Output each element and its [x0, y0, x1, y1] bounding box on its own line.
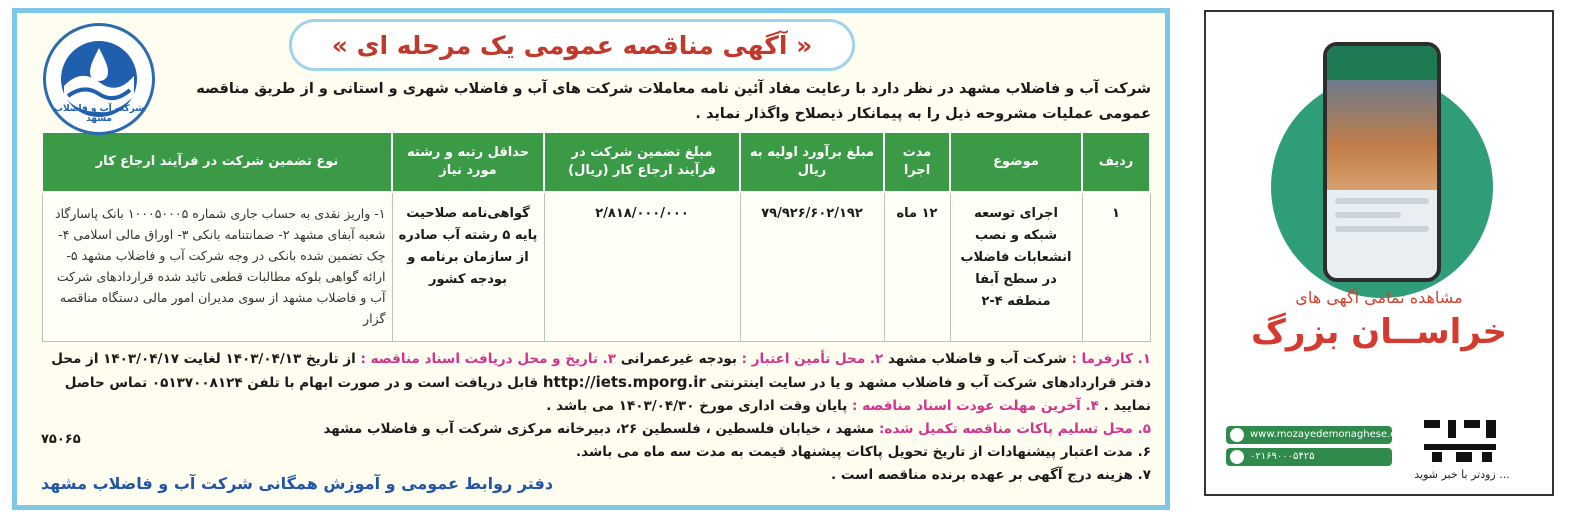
logo-text: شرکت آب و فاضلاب مشهد: [53, 104, 145, 124]
note-employer-value: شرکت آب و فاضلاب مشهد: [883, 351, 1072, 367]
table-row: [42, 192, 1150, 342]
side-caption: مشاهده تمامی آگهی های: [1295, 288, 1463, 307]
ad-title: « آگهی مناقصه عمومی یک مرحله ای »: [289, 19, 855, 71]
website-text: www.mozayedemonaghese.com: [1250, 429, 1412, 440]
cell-guarantee-type: ۱- واریز نقدی به حساب جاری شماره ۱۰۰۰۵۰۰۰۵ بانک پاسارگاد شعبه آبفای مشهد ۲- ضمانتنامه بانکی ۳- اوراق مالی اسلامی ۴- چک تضمین شده بانکی در وجه شرکت آب و فاضلاب مشهد ۵- ارائه گواهی بلوکه مطالبات قطعی تائید شده قراردادهای شرکت آب و فاضلاب مشهد از سوی مدیران امور مالی دستگاه مناقصه گزار: [42, 192, 392, 342]
cell-estimate: ۷۹/۹۲۶/۶۰۲/۱۹۲: [740, 192, 884, 342]
cell-subject: اجرای توسعه شبکه و نصب انشعابات فاضلاب در سطح آبفا منطقه ۴-۲: [950, 192, 1082, 342]
phone-line: [1335, 212, 1401, 218]
tender-table-wrapper: [41, 131, 1151, 342]
header-estimate: مبلغ برآورد اولیه به ریال: [740, 132, 884, 192]
note-7: ۷. هزینه درج آگهی بر عهده برنده مناقصه است .: [831, 467, 1151, 483]
note-delivery-label: ۵. محل تسلیم پاکات مناقصه تکمیل شده:: [879, 421, 1151, 437]
tender-advertisement: [12, 8, 1170, 510]
cell-grade: گواهی‌نامه صلاحیت پایه ۵ رشته آب صادره از سازمان برنامه و بودجه کشور: [392, 192, 544, 342]
side-banner[interactable]: [1204, 10, 1554, 496]
note-budget-label: ۲. محل تأمین اعتبار :: [741, 351, 884, 367]
header-grade: حداقل رتبه و رشته مورد نیاز: [392, 132, 544, 192]
water-company-logo: [43, 23, 155, 135]
phone-header: [1327, 46, 1437, 80]
cell-index: ۱: [1082, 192, 1150, 342]
note-documents-contact: قابل دریافت است و در صورت ابهام با تلفن ۰۵۱۳۷۰۰۸۱۲۴ تماس حاصل نمایید .: [64, 375, 1151, 414]
phone-line: [1335, 198, 1429, 204]
phone-mockup-icon: [1323, 42, 1441, 282]
note-budget-value: بودجه غیرعمرانی: [616, 351, 742, 367]
note-deadline-label: ۴. آخرین مهلت عودت اسناد مناقصه :: [852, 398, 1099, 414]
phone-pill[interactable]: [1226, 448, 1392, 466]
note-5: [41, 418, 1151, 441]
phone-line: [1335, 226, 1429, 232]
header-subject: موضوع: [950, 132, 1082, 192]
note-documents-value: از تاریخ ۱۴۰۳/۰۴/۱۳ لغایت ۱۴۰۳/۰۴/۱۷ از محل دفتر قراردادهای شرکت آب و فاضلاب مشهد و یا در سایت اینترنتی: [51, 351, 1151, 391]
note-6: ۶. مدت اعتبار پیشنهادات از تاریخ تحویل پاکات پیشنهاد قیمت به مدت سه ماه می باشد.: [576, 444, 1151, 460]
note-documents-label: ۳. تاریخ و محل دریافت اسناد مناقصه :: [360, 351, 617, 367]
phone-image: [1327, 80, 1437, 190]
website-pill[interactable]: [1226, 426, 1412, 444]
header-guarantee: مبلغ تضمین شرکت در فرآیند ارجاع کار (ریال): [544, 132, 740, 192]
tender-website-link[interactable]: http://iets.mporg.ir: [542, 373, 706, 391]
note-employer-label: ۱. کارفرما :: [1071, 351, 1151, 367]
ad-footer: دفتر روابط عمومی و آموزش همگانی شرکت آب و فاضلاب مشهد: [41, 474, 554, 493]
note-deadline-value: پایان وقت اداری مورخ ۱۴۰۳/۰۴/۳۰ می باشد .: [546, 398, 852, 414]
note-delivery-value: مشهد ، خیابان فلسطین ، فلسطین ۲۶، دبیرخانه مرکزی شرکت آب و فاضلاب مشهد: [323, 421, 879, 437]
side-region-title: خراســان بزرگ: [1251, 312, 1507, 352]
cell-duration: ۱۲ ماه: [884, 192, 950, 342]
header-duration: مدت اجرا: [884, 132, 950, 192]
tender-table: [41, 131, 1151, 342]
table-header-row: [42, 132, 1150, 192]
globe-icon: [1230, 428, 1244, 442]
brand-tagline: زودتر با خبر شوید ...: [1414, 468, 1510, 481]
cell-guarantee: ۲/۸۱۸/۰۰۰/۰۰۰: [544, 192, 740, 342]
ad-code: ۷۵۰۶۵: [41, 432, 81, 447]
header-guarantee-type: نوع تضمین شرکت در فرآیند ارجاع کار: [42, 132, 392, 192]
phone-text: ۰۲۱۶۹۰۰۰۵۴۲۵: [1250, 451, 1315, 462]
ad-header: [17, 13, 1165, 73]
ad-intro: شرکت آب و فاضلاب مشهد در نظر دارد با رعایت مفاد آئین نامه معاملات شرکت های آب و فاضلاب شهری و استانی و از طریق مناقصه عمومی عملیات مشروحه ذیل را به پیمانکار ذیصلاح واگذار نماید .: [196, 81, 1151, 122]
phone-icon: [1230, 450, 1244, 464]
brand-logo-icon: [1420, 416, 1500, 464]
note-1-3: [41, 348, 1151, 418]
tender-notes: [17, 342, 1165, 487]
header-index: ردیف: [1082, 132, 1150, 192]
